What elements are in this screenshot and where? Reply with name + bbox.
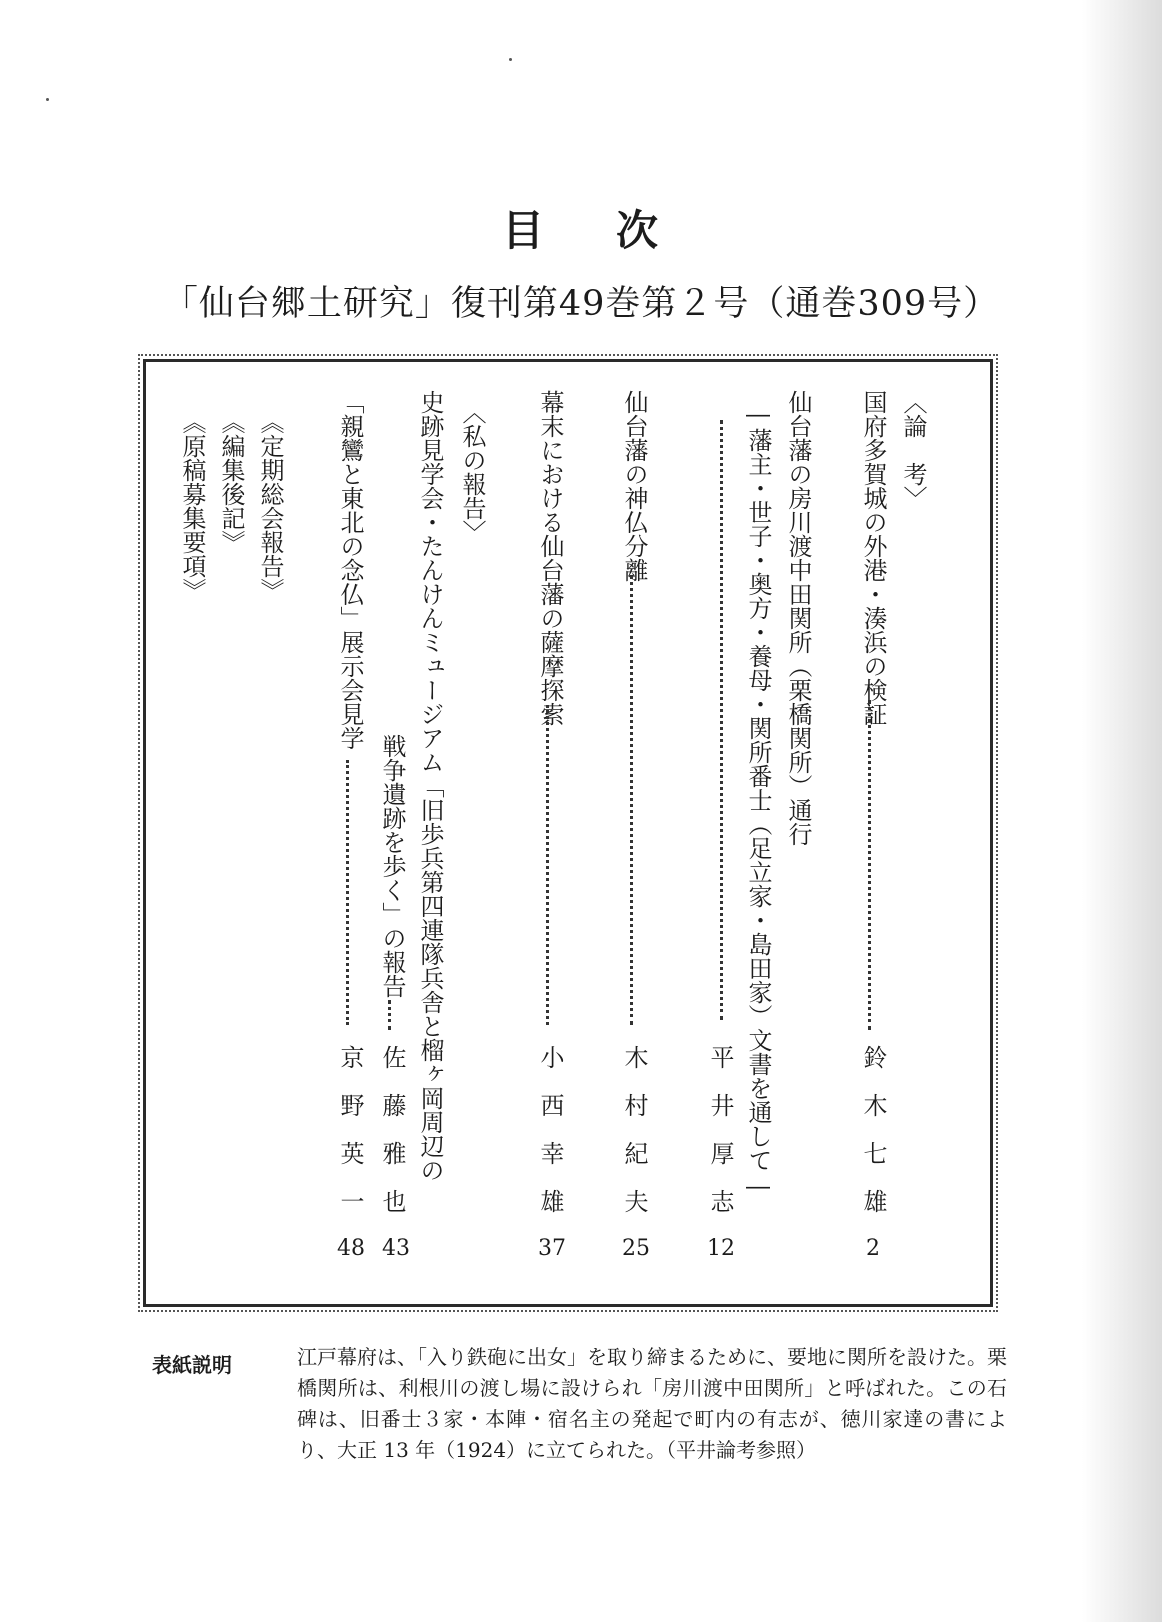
page-title — [0, 198, 1162, 258]
toc-entry-4-page: 37 — [538, 1236, 566, 1261]
toc-entry-1-title-text: 国府多賀城の外港・湊浜の検証 — [859, 390, 887, 726]
print-speck — [509, 58, 512, 61]
leader-dots — [720, 420, 723, 1020]
toc-entry-1-title — [853, 390, 893, 726]
toc-entry-2-author: 平井厚志 — [706, 1045, 734, 1237]
toc-entry-6-page: 48 — [337, 1236, 365, 1261]
toc-entry-1-author: 鈴木七雄 — [859, 1045, 887, 1237]
section-heading-ronkou: 〈論 考〉 — [899, 390, 927, 510]
title-char: 目 — [501, 206, 546, 255]
section-heading-report: 〈私の報告〉 — [458, 400, 486, 544]
toc-misc-submission-guide: 《原稿募集要項》 — [178, 410, 206, 602]
toc-entry-6-title: 「親鸞と東北の念仏」展示会見学 — [336, 390, 364, 750]
toc-entry-2-page: 12 — [707, 1236, 735, 1261]
cover-caption-label: 表紙説明 — [152, 1353, 232, 1377]
title-char: 次 — [616, 206, 661, 255]
issue-subtitle: 「仙台郷土研究」復刊第49巻第２号（通巻309号） — [162, 284, 1000, 324]
toc-entry-4-title: 幕末における仙台藩の薩摩探索 — [536, 390, 564, 726]
toc-entry-5-title-line2: 戦争遺跡を歩く」の報告 — [378, 734, 406, 998]
toc-entry-1-page: 2 — [866, 1236, 880, 1261]
toc-entry-5-page: 43 — [382, 1236, 410, 1261]
print-speck — [46, 98, 49, 101]
leader-dots — [388, 1000, 391, 1030]
cover-caption-text: 江戸幕府は、「入り鉄砲に出女」を取り締まるために、要地に関所を設けた。栗橋関所は、利根川の渡し場に設けられ「房川渡中田関所」と呼ばれた。この石碑は、旧番士３家・本陣・宿名主の発起で町内の有志が、徳川家達の書により、大正 13 年（1924）に立てられた。（平井論考参照） — [297, 1345, 1007, 1462]
toc-entry-2-title-line1: 仙台藩の房川渡中田関所（栗橋関所）通行 — [784, 390, 812, 846]
toc-entry-5-title-line1: 史跡見学会・たんけんミュージアム「旧歩兵第四連隊兵舎と榴ヶ岡周辺の — [416, 390, 444, 1182]
toc-entry-4-author: 小西幸雄 — [536, 1045, 564, 1237]
toc-entry-5-author: 佐藤雅也 — [378, 1045, 406, 1237]
toc-entry-3-author: 木村紀夫 — [620, 1045, 648, 1237]
toc-entry-2-title-line2: ―藩主・世子・奥方・養母・関所番士（足立家・島田家）文書を通して― — [744, 400, 772, 1200]
toc-misc-annual-meeting: 《定期総会報告》 — [256, 410, 284, 602]
toc-misc-editor-note: 《編集後記》 — [217, 410, 245, 554]
leader-dots — [630, 575, 633, 1025]
leader-dots — [868, 700, 871, 1030]
leader-dots — [546, 705, 549, 1025]
toc-entry-3-page: 25 — [622, 1236, 650, 1261]
leader-dots — [346, 760, 349, 1025]
toc-entry-6-author: 京野英一 — [336, 1045, 364, 1237]
toc-entry-3-title: 仙台藩の神仏分離 — [620, 390, 648, 582]
